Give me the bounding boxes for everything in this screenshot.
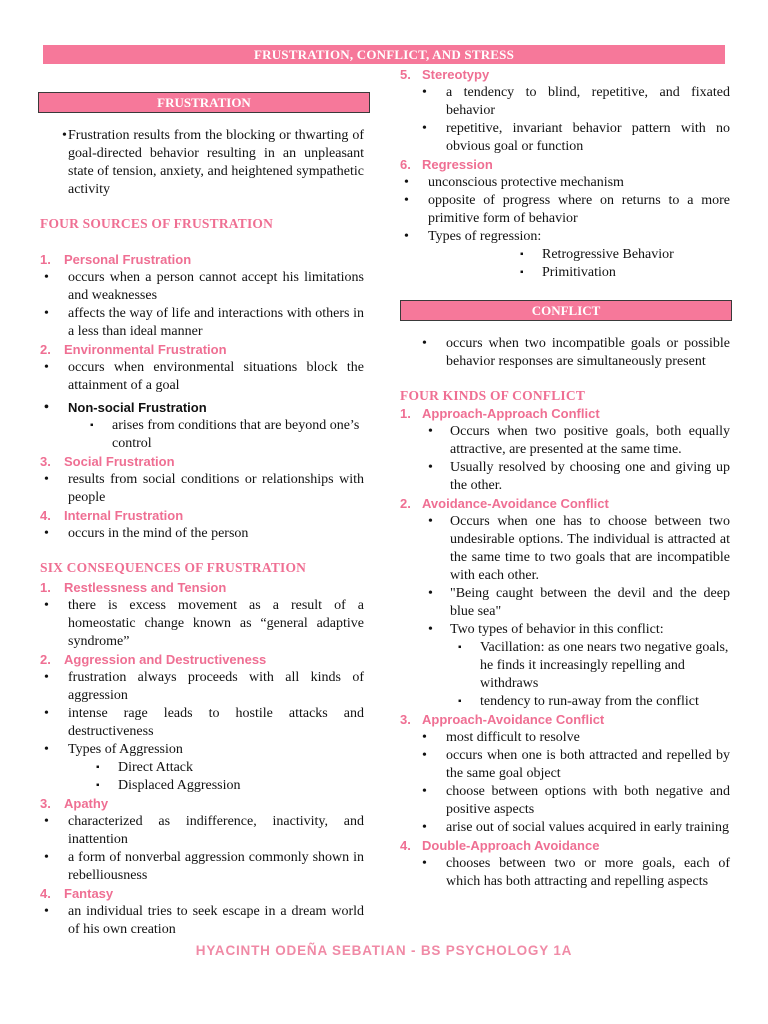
source-environmental: 2. Environmental Frustration xyxy=(40,342,227,357)
list-item: • most difficult to resolve xyxy=(400,729,730,747)
list-item: • Occurs when one has to choose between two undesirable options. The individual is attracted at the same time to two goals that are incompatible with each other. xyxy=(400,513,730,585)
list-subitem: ▪ Displaced Aggression xyxy=(40,777,364,795)
consequence-apathy: 3. Apathy xyxy=(40,796,109,811)
conflict-approach-avoidance: 3. Approach-Avoidance Conflict xyxy=(400,712,605,727)
list-item: • an individual tries to seek escape in a dream world of his own creation xyxy=(40,903,364,939)
consequence-aggression: 2. Aggression and Destructiveness xyxy=(40,652,267,667)
list-item: • there is excess movement as a result of a homeostatic change known as “general adaptive syndrome” xyxy=(40,597,364,651)
list-subitem: ▪ tendency to run-away from the conflict xyxy=(400,693,730,711)
consequence-stereotypy: 5. Stereotypy xyxy=(400,67,490,82)
consequences-heading: SIX CONSEQUENCES OF FRUSTRATION xyxy=(40,560,307,575)
list-subitem: ▪ Retrogressive Behavior xyxy=(400,246,730,264)
consequence-restlessness: 1. Restlessness and Tension xyxy=(40,580,227,595)
conflict-avoidance-avoidance: 2. Avoidance-Avoidance Conflict xyxy=(400,496,609,511)
non-social-frustration-heading: • Non-social Frustration xyxy=(40,399,364,417)
kinds-heading: FOUR KINDS OF CONFLICT xyxy=(400,388,586,403)
list-item: • Occurs when two positive goals, both equally attractive, are presented at the same time. xyxy=(400,423,730,459)
list-subitem: ▪ Direct Attack xyxy=(40,759,364,777)
list-item: • Usually resolved by choosing one and giving up the other. xyxy=(400,459,730,495)
list-item: • a form of nonverbal aggression commonly shown in rebelliousness xyxy=(40,849,364,885)
footer-author: HYACINTH ODEÑA SEBATIAN - BS PSYCHOLOGY 1A xyxy=(195,943,573,958)
list-item: • "Being caught between the devil and the deep blue sea" xyxy=(400,585,730,621)
list-item: • choose between options with both negative and positive aspects xyxy=(400,783,730,819)
list-item: • Types of regression: xyxy=(400,228,730,246)
list-item: • a tendency to blind, repetitive, and fixated behavior xyxy=(400,84,730,120)
list-item: • affects the way of life and interactions with others in a less than ideal manner xyxy=(40,305,364,341)
frustration-box-heading: FRUSTRATION xyxy=(38,92,370,113)
list-item: • characterized as indifference, inactivity, and inattention xyxy=(40,813,364,849)
list-subitem: ▪ arises from conditions that are beyond one’s control xyxy=(40,417,364,453)
list-item: • Two types of behavior in this conflict: xyxy=(400,621,730,639)
right-column xyxy=(400,66,730,891)
list-item: • chooses between two or more goals, each of which has both attracting and repelling aspects xyxy=(400,855,730,891)
sources-heading: FOUR SOURCES OF FRUSTRATION xyxy=(40,216,274,231)
conflict-approach-approach: 1. Approach-Approach Conflict xyxy=(400,406,600,421)
list-item: • occurs when environmental situations block the attainment of a goal xyxy=(40,359,364,395)
source-personal: 1. Personal Frustration xyxy=(40,252,192,267)
page-title: FRUSTRATION, CONFLICT, AND STRESS xyxy=(43,45,725,64)
conflict-box-heading: CONFLICT xyxy=(400,300,732,321)
frustration-definition: • Frustration results from the blocking or thwarting of goal-directed behavior resulting in an unpleasant state of tension, anxiety, and heightened sympathetic activity xyxy=(40,127,364,199)
list-item: • Types of Aggression xyxy=(40,741,364,759)
list-item: • repetitive, invariant behavior pattern with no obvious goal or function xyxy=(400,120,730,156)
list-item: • results from social conditions or relationships with people xyxy=(40,471,364,507)
list-item: • unconscious protective mechanism xyxy=(400,174,730,192)
conflict-definition: • occurs when two incompatible goals or possible behavior responses are simultaneously present xyxy=(400,335,730,371)
source-social: 3. Social Frustration xyxy=(40,454,175,469)
list-item: • opposite of progress where on returns to a more primitive form of behavior xyxy=(400,192,730,228)
list-item: • occurs when one is both attracted and repelled by the same goal object xyxy=(400,747,730,783)
left-column xyxy=(40,92,364,939)
list-item: • occurs when a person cannot accept his limitations and weaknesses xyxy=(40,269,364,305)
consequence-regression: 6. Regression xyxy=(400,157,493,172)
list-item: • frustration always proceeds with all kinds of aggression xyxy=(40,669,364,705)
source-internal: 4. Internal Frustration xyxy=(40,508,184,523)
list-item: • intense rage leads to hostile attacks and destructiveness xyxy=(40,705,364,741)
list-item: • arise out of social values acquired in early training xyxy=(400,819,730,837)
consequence-fantasy: 4. Fantasy xyxy=(40,886,114,901)
list-item: • occurs in the mind of the person xyxy=(40,525,364,543)
list-subitem: ▪ Vacillation: as one nears two negative goals, he finds it increasingly repelling and withdraws xyxy=(400,639,730,693)
list-subitem: ▪ Primitivation xyxy=(400,264,730,282)
conflict-double-approach-avoidance: 4. Double-Approach Avoidance xyxy=(400,838,600,853)
